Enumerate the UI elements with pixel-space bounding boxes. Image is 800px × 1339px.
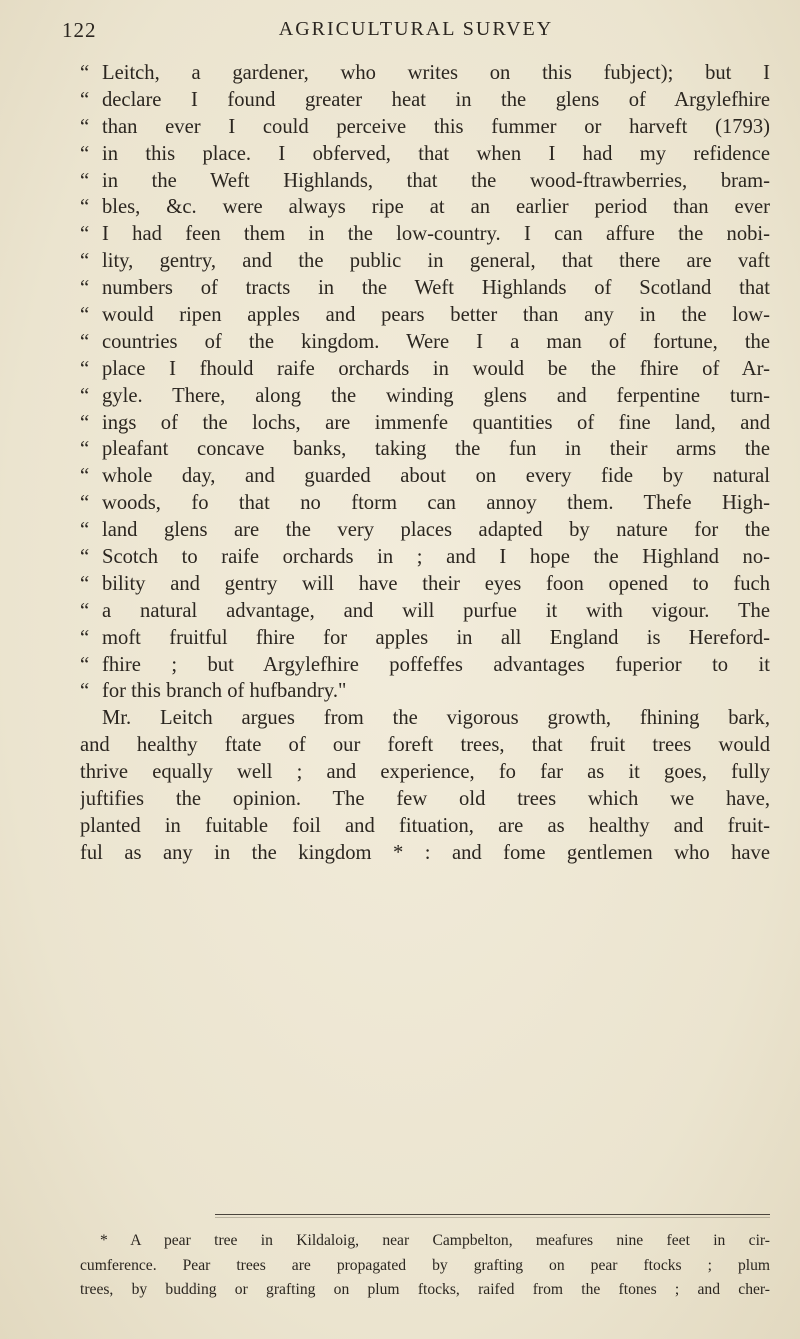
paragraph (80, 705, 770, 866)
running-head: AGRICULTURAL SURVEY (278, 18, 554, 40)
quote-line-text: I had feen them in the low-country. I can affure the nobi- (102, 223, 770, 246)
paragraph-line-text: thrive equally well ; and experience, fo far as it goes, fully (80, 761, 770, 784)
paragraph-line (80, 705, 770, 732)
paragraph-line-text: Mr. Leitch argues from the vigorous growth, fhining bark, (102, 707, 770, 730)
quote-mark: “ (80, 169, 90, 192)
quote-line (80, 168, 770, 195)
quote-mark: “ (80, 115, 90, 138)
footnote-line: cumference. Pear trees are propagated by grafting on pear ftocks ; plum (80, 1256, 770, 1274)
quote-line-text: pleafant concave banks, taking the fun in their arms the (102, 438, 770, 461)
quote-line (80, 598, 770, 625)
quote-line (80, 652, 770, 679)
quote-line-text: bles, &c. were always ripe at an earlier period than ever (102, 196, 770, 219)
quote-line (80, 517, 770, 544)
paragraph-line-text: ful as any in the kingdom * : and fome gentlemen who have (80, 841, 770, 864)
quote-mark: “ (80, 492, 90, 515)
footnote-rule (215, 1214, 770, 1215)
quote-line-text: for this branch of hufbandry." (102, 680, 347, 703)
quote-mark: “ (80, 546, 90, 569)
quote-mark: “ (80, 465, 90, 488)
quote-line-text: gyle. There, along the winding glens and ferpentine turn- (102, 384, 770, 407)
quote-mark: “ (80, 519, 90, 542)
quote-line-text: declare I found greater heat in the glens of Argylefhire (102, 88, 770, 111)
quote-mark: “ (80, 223, 90, 246)
quote-line-text: countries of the kingdom. Were I a man of fortune, the (102, 330, 770, 353)
quote-mark: “ (80, 196, 90, 219)
quote-mark: “ (80, 384, 90, 407)
quote-mark: “ (80, 88, 90, 111)
quote-line (80, 383, 770, 410)
quote-line-text: Scotch to raife orchards in ; and I hope the Highland no- (102, 546, 770, 569)
quote-mark: “ (80, 250, 90, 273)
quote-line (80, 356, 770, 383)
quote-mark: “ (80, 438, 90, 461)
quote-line-text: a natural advantage, and will purfue it with vigour. The (102, 599, 770, 622)
quote-line (80, 248, 770, 275)
quote-line (80, 114, 770, 141)
quote-line (80, 194, 770, 221)
quote-mark: “ (80, 357, 90, 380)
paragraph-line (80, 786, 770, 813)
paragraph-line-text: planted in fuitable foil and fituation, are as healthy and fruit- (80, 814, 770, 837)
footnote-line: trees, by budding or grafting on plum ftocks, raifed from the ftones ; and cher- (80, 1281, 770, 1298)
quote-mark: “ (80, 411, 90, 434)
page-number: 122 (62, 18, 97, 42)
quote-line-text: fhire ; but Argylefhire poffeffes advantages fuperior to it (102, 653, 770, 676)
quote-line (80, 463, 770, 490)
paragraph-line (80, 813, 770, 840)
quote-line-text: Leitch, a gardener, who writes on this fubject); but I (102, 62, 770, 84)
quote-line (80, 60, 770, 87)
paragraph-line (80, 840, 770, 867)
footnote (80, 1229, 770, 1303)
quote-line (80, 410, 770, 437)
quote-line (80, 329, 770, 356)
paragraph-line-text: juftifies the opinion. The few old trees which we have, (80, 788, 770, 811)
quote-line (80, 490, 770, 517)
quote-line (80, 436, 770, 463)
quote-line-text: lity, gentry, and the public in general, that there are vaft (102, 250, 770, 273)
quote-mark: “ (80, 626, 90, 649)
quote-mark: “ (80, 599, 90, 622)
quote-line-text: in this place. I obferved, that when I had my refidence (102, 142, 770, 165)
body-text (80, 60, 770, 867)
quote-line (80, 275, 770, 302)
quote-line (80, 302, 770, 329)
quote-line (80, 544, 770, 571)
quote-mark: “ (80, 142, 90, 165)
quote-line-text: woods, fo that no ftorm can annoy them. Thefe High- (102, 492, 770, 515)
paragraph-line-text: and healthy ftate of our foreft trees, that fruit trees would (80, 734, 770, 757)
footnote-line: * A pear tree in Kildaloig, near Campbelton, meafures nine feet in cir- (100, 1232, 770, 1249)
quote-line-text: ings of the lochs, are immenfe quantities of fine land, and (102, 411, 770, 434)
quote-line-text: numbers of tracts in the Weft Highlands of Scotland that (102, 277, 770, 300)
quote-line-text: land glens are the very places adapted by nature for the (102, 519, 770, 542)
quote-line (80, 678, 770, 705)
quote-line (80, 141, 770, 168)
quote-line-text: would ripen apples and pears better than any in the low- (102, 304, 770, 327)
quote-line (80, 221, 770, 248)
quote-line (80, 571, 770, 598)
quote-line (80, 87, 770, 114)
quote-line-text: whole day, and guarded about on every fide by natural (102, 465, 770, 488)
quote-line-text: moft fruitful fhire for apples in all England is Hereford- (102, 626, 770, 649)
quote-mark: “ (80, 62, 90, 84)
page-header (62, 18, 770, 54)
footnote-rule-shadow (215, 1217, 770, 1218)
quote-line-text: in the Weft Highlands, that the wood-ftrawberries, bram- (102, 169, 770, 192)
paragraph-line (80, 732, 770, 759)
quote-line-text: than ever I could perceive this fummer or harveft (1793) (102, 115, 770, 138)
quote-mark: “ (80, 330, 90, 353)
quote-mark: “ (80, 572, 90, 595)
quote-mark: “ (80, 277, 90, 300)
paragraph-line (80, 759, 770, 786)
quote-line (80, 625, 770, 652)
quote-mark: “ (80, 304, 90, 327)
quoted-passage (80, 60, 770, 705)
quote-line-text: bility and gentry will have their eyes foon opened to fuch (102, 572, 770, 595)
quote-line-text: place I fhould raife orchards in would be the fhire of Ar- (102, 357, 770, 380)
quote-mark: “ (80, 653, 90, 676)
quote-mark: “ (80, 680, 90, 703)
